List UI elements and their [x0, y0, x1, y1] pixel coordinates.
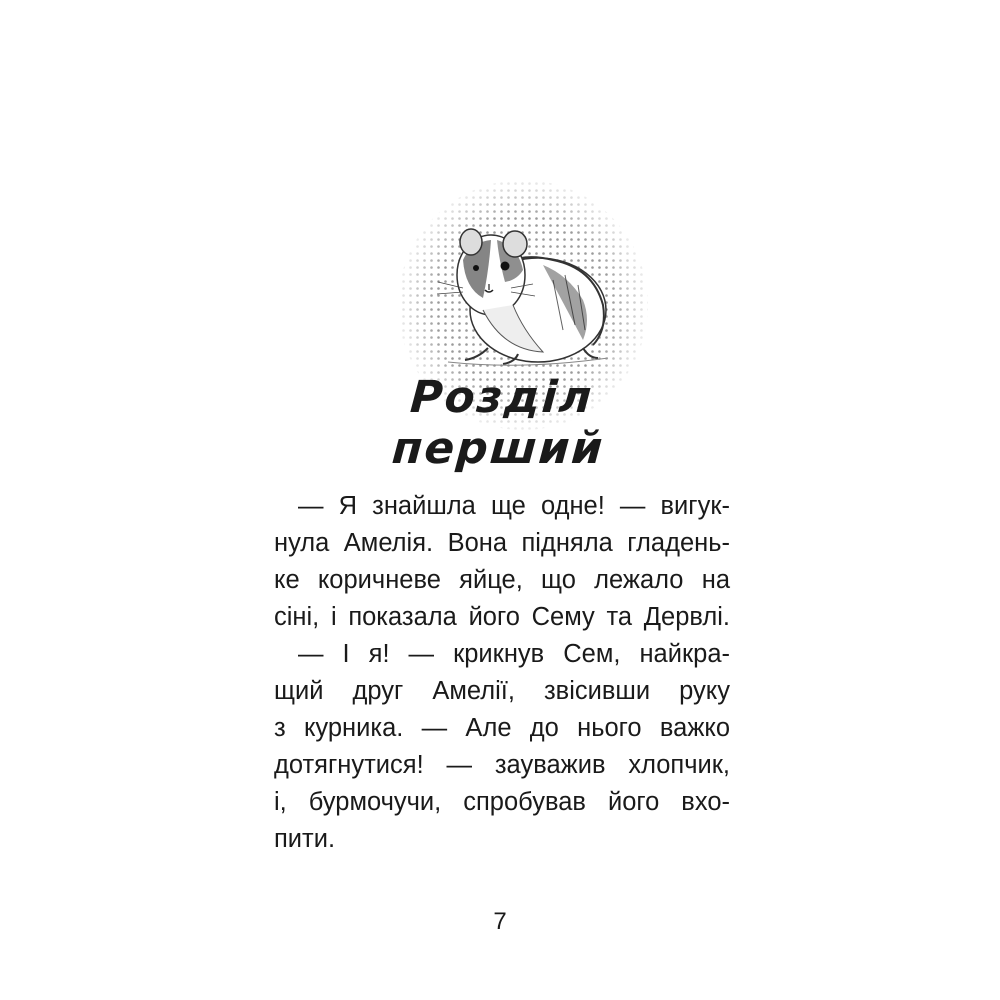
text-line: і, бурмочучи, спробував його вхо- [274, 788, 730, 816]
text-line: ке коричневе яйце, що лежало на [274, 566, 730, 594]
text-line: сіні, і показала його Сему та Дервлі. [274, 603, 730, 631]
text-line: дотягнутися! — зауважив хлопчик, [274, 751, 730, 779]
text-line: щий друг Амелії, звісивши руку [274, 677, 730, 705]
text-line: пити. [274, 825, 336, 853]
text-line: — Я знайшла ще одне! — вигук- [298, 492, 730, 520]
text-line: нула Амелія. Вона підняла гладень- [274, 529, 730, 557]
page-number: 7 [493, 908, 507, 935]
text-line: з курника. — Але до нього важко [274, 714, 730, 742]
chapter-body-text [274, 488, 730, 858]
chapter-title: Розділ перший [390, 372, 607, 474]
text-line: — І я! — крикнув Сем, найкра- [298, 640, 730, 668]
